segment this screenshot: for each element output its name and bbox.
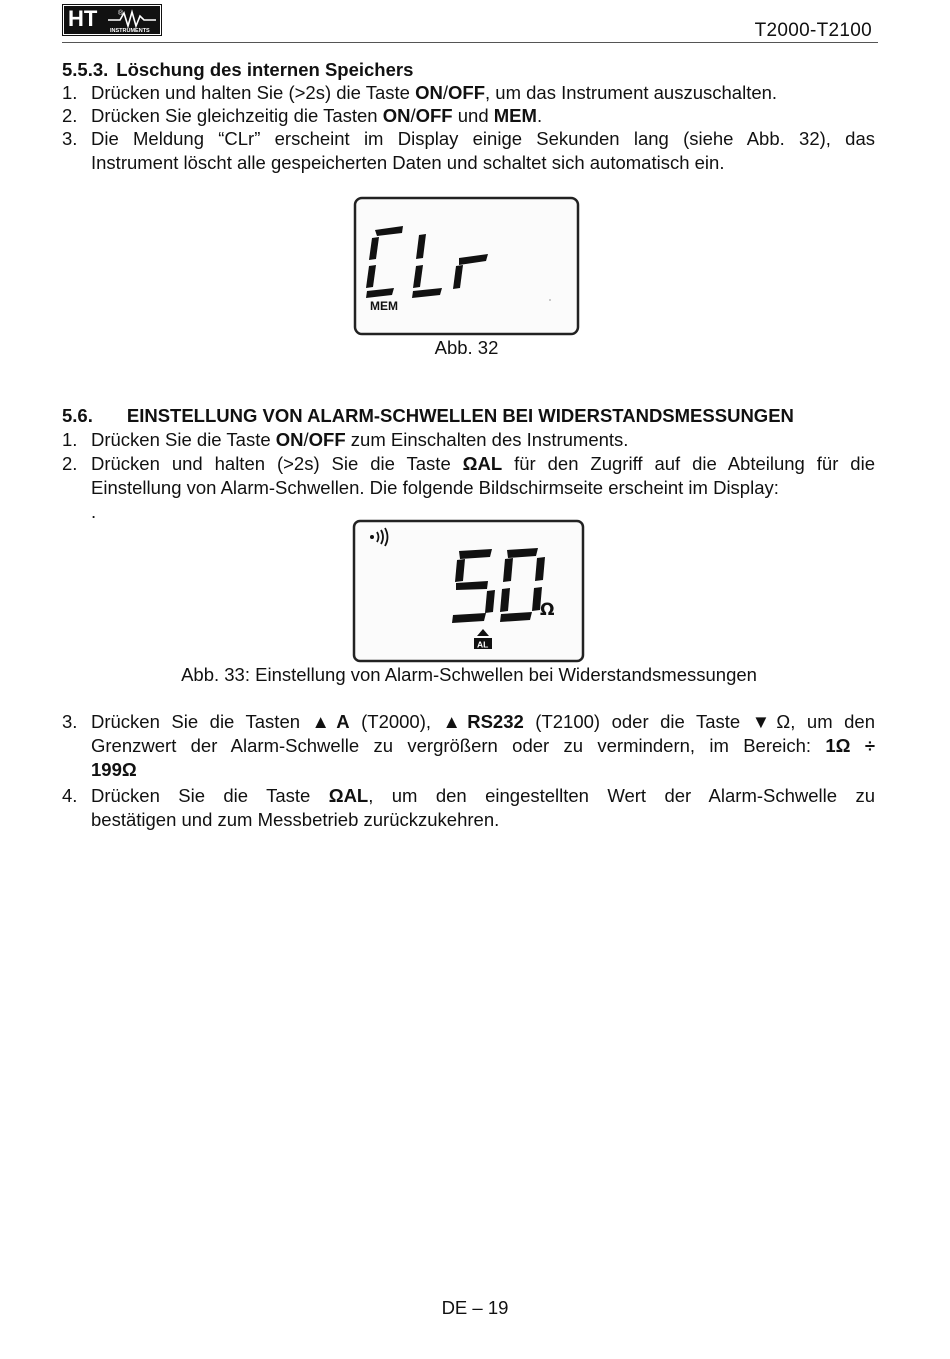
lcd-display-clr xyxy=(353,196,580,336)
list-number: 3. xyxy=(62,128,78,149)
page-header xyxy=(62,4,878,43)
key-name: OFF xyxy=(308,429,346,450)
list-number: 2. xyxy=(62,453,78,474)
list-number: 3. xyxy=(62,711,78,732)
ht-instruments-logo xyxy=(62,4,162,36)
key-name: ▼ xyxy=(751,711,777,732)
key-name: ▲A xyxy=(311,711,350,732)
text: / xyxy=(410,105,416,126)
mem-indicator: MEM xyxy=(370,299,398,313)
range-value: 199Ω xyxy=(91,759,137,780)
text: Drücken Sie die Tasten xyxy=(91,711,312,732)
text: bestätigen und zum Messbetrieb zurückzukehren. xyxy=(91,809,500,830)
text: Drücken und halten (>2s) Sie die Taste xyxy=(91,453,463,474)
text: , um den xyxy=(790,711,875,732)
text: Instrument löscht alle gespeicherten Daten und schaltet sich automatisch ein. xyxy=(91,152,725,173)
text: Ω xyxy=(776,711,791,732)
text: und xyxy=(452,105,494,126)
key-name: ON xyxy=(275,429,304,450)
list-item xyxy=(62,428,875,452)
text: . xyxy=(536,105,543,126)
logo-subtitle: INSTRUMENTS xyxy=(110,28,150,34)
list-item xyxy=(62,81,875,105)
list-item xyxy=(62,104,875,128)
logo-registered: ® xyxy=(118,10,124,17)
ohm-unit: Ω xyxy=(540,600,555,620)
text: Drücken und halten Sie (>2s) die Taste xyxy=(91,82,416,103)
text: , um den eingestellten Wert der Alarm-Schwelle zu xyxy=(368,785,875,806)
key-name: OFF xyxy=(415,105,453,126)
list-item xyxy=(62,127,875,175)
figure-32-caption: Abb. 32 xyxy=(434,337,499,358)
list-item xyxy=(62,710,875,782)
section-56-title: EINSTELLUNG VON ALARM-SCHWELLEN BEI WIDERSTANDSMESSUNGEN xyxy=(126,405,794,426)
list-number: 1. xyxy=(62,82,78,103)
text: , um das Instrument auszuschalten. xyxy=(485,82,778,103)
section-56-heading xyxy=(62,404,794,427)
logo-brand: HT xyxy=(68,6,98,31)
section-553-title: Löschung des internen Speichers xyxy=(116,59,414,80)
text: Drücken Sie die Taste xyxy=(91,785,329,806)
section-56-number: 5.6. xyxy=(62,405,93,426)
key-name: ON xyxy=(382,105,411,126)
text: (T2100) oder die Taste xyxy=(523,711,752,732)
section-553-number: 5.5.3. xyxy=(62,59,109,80)
list-item xyxy=(62,452,875,524)
text: Drücken Sie gleichzeitig die Tasten xyxy=(91,105,383,126)
lcd-display-alarm xyxy=(352,519,585,663)
al-label: AL xyxy=(477,639,489,650)
page-number: DE – 19 xyxy=(441,1297,509,1318)
key-name: OFF xyxy=(448,82,486,103)
key-name: ΩAL xyxy=(328,785,369,806)
text: Einstellung von Alarm-Schwellen. Die folgende Bildschirmseite erscheint im Display: xyxy=(91,477,779,498)
key-name: ΩAL xyxy=(462,453,503,474)
list-number: 2. xyxy=(62,105,78,126)
text: zum Einschalten des Instruments. xyxy=(345,429,629,450)
section-553-heading xyxy=(62,58,413,81)
text: Grenzwert der Alarm-Schwelle zu vergrößern oder zu vermindern, im Bereich: xyxy=(91,735,826,756)
key-name: MEM xyxy=(493,105,537,126)
model-number: T2000-T2100 xyxy=(754,20,872,41)
text: (T2000), xyxy=(349,711,443,732)
text: Drücken Sie die Taste xyxy=(91,429,276,450)
list-item xyxy=(62,784,875,832)
key-name: ▲RS232 xyxy=(442,711,524,732)
text: Die Meldung “CLr” erscheint im Display einige Sekunden lang (siehe Abb. 32), das xyxy=(91,128,875,149)
text: / xyxy=(442,82,449,103)
list-number: 1. xyxy=(62,429,78,450)
key-name: ON xyxy=(415,82,443,103)
figure-33-caption: Abb. 33: Einstellung von Alarm-Schwellen bei Widerstandsmessungen xyxy=(181,664,757,685)
list-number: 4. xyxy=(62,785,78,806)
text: . xyxy=(91,501,97,522)
text: / xyxy=(303,429,309,450)
range-value: 1Ω ÷ xyxy=(825,735,875,756)
text: für den Zugriff auf die Abteilung für die xyxy=(502,453,875,474)
